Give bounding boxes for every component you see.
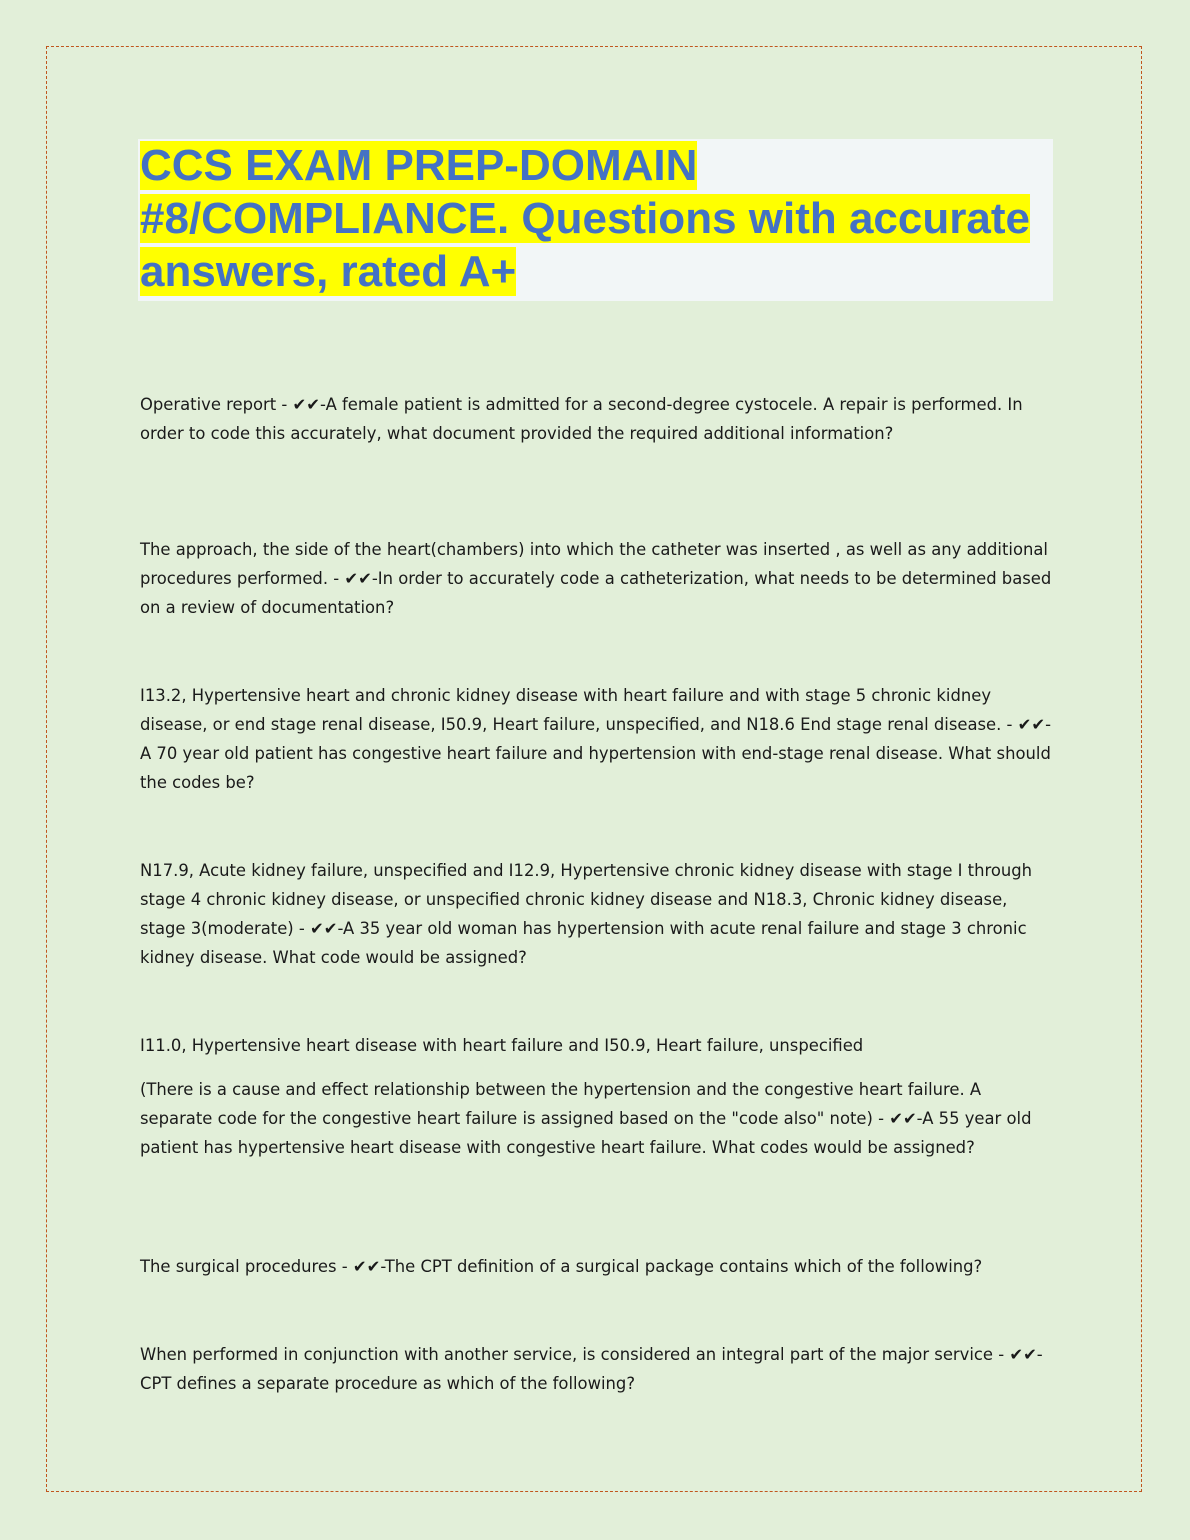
qa-entry-5: I11.0, Hypertensive heart disease with heart failure and I50.9, Heart failure, unspecified [140, 1036, 864, 1055]
qa-entry-7: The surgical procedures - ✔✔-The CPT definition of a surgical package contains which of the following? [140, 1257, 983, 1276]
qa-entry-3: I13.2, Hypertensive heart and chronic kidney disease with heart failure and with stage 5 chronic kidney disease, or end stage renal disease, I50.9, Heart failure, unspecified, and N18.6 End stage renal disease. - ✔✔-A 70 year old patient has congestive heart failure and hypertension with end-stage renal disease. What should the codes be? [140, 686, 1052, 792]
qa-entry-2: The approach, the side of the heart(chambers) into which the catheter was inserted , as well as any additional procedures performed. - ✔✔-In order to accurately code a catheterization, what needs to be determined based on a review of documentation? [140, 540, 1052, 617]
qa-entry-6: (There is a cause and effect relationship between the hypertension and the congestive heart failure. A separate code for the congestive heart failure is assigned based on the "code also" note) - ✔✔-A 55 year old patient has hypertensive heart disease with congestive heart failure. What codes would be assigned? [140, 1080, 1032, 1157]
qa-entry-1: Operative report - ✔✔-A female patient is admitted for a second-degree cystocele. A repair is performed. In order to code this accurately, what document provided the required additional information? [140, 395, 1023, 443]
qa-entry-4: N17.9, Acute kidney failure, unspecified and I12.9, Hypertensive chronic kidney disease with stage I through stage 4 chronic kidney disease, or unspecified chronic kidney disease and N18.3, Chronic kidney disease, stage 3(moderate) - ✔✔-A 35 year old woman has hypertension with acute renal failure and stage 3 chronic kidney disease. What code would be assigned? [140, 861, 1033, 967]
title-block [138, 139, 1053, 301]
document-title [138, 139, 1053, 298]
qa-entry-8: When performed in conjunction with another service, is considered an integral part of the major service - ✔✔-CPT defines a separate procedure as which of the following? [140, 1345, 1043, 1393]
document-title-text: CCS EXAM PREP-DOMAIN #8/COMPLIANCE. Questions with accurate answers, rated A+ [140, 141, 1030, 296]
